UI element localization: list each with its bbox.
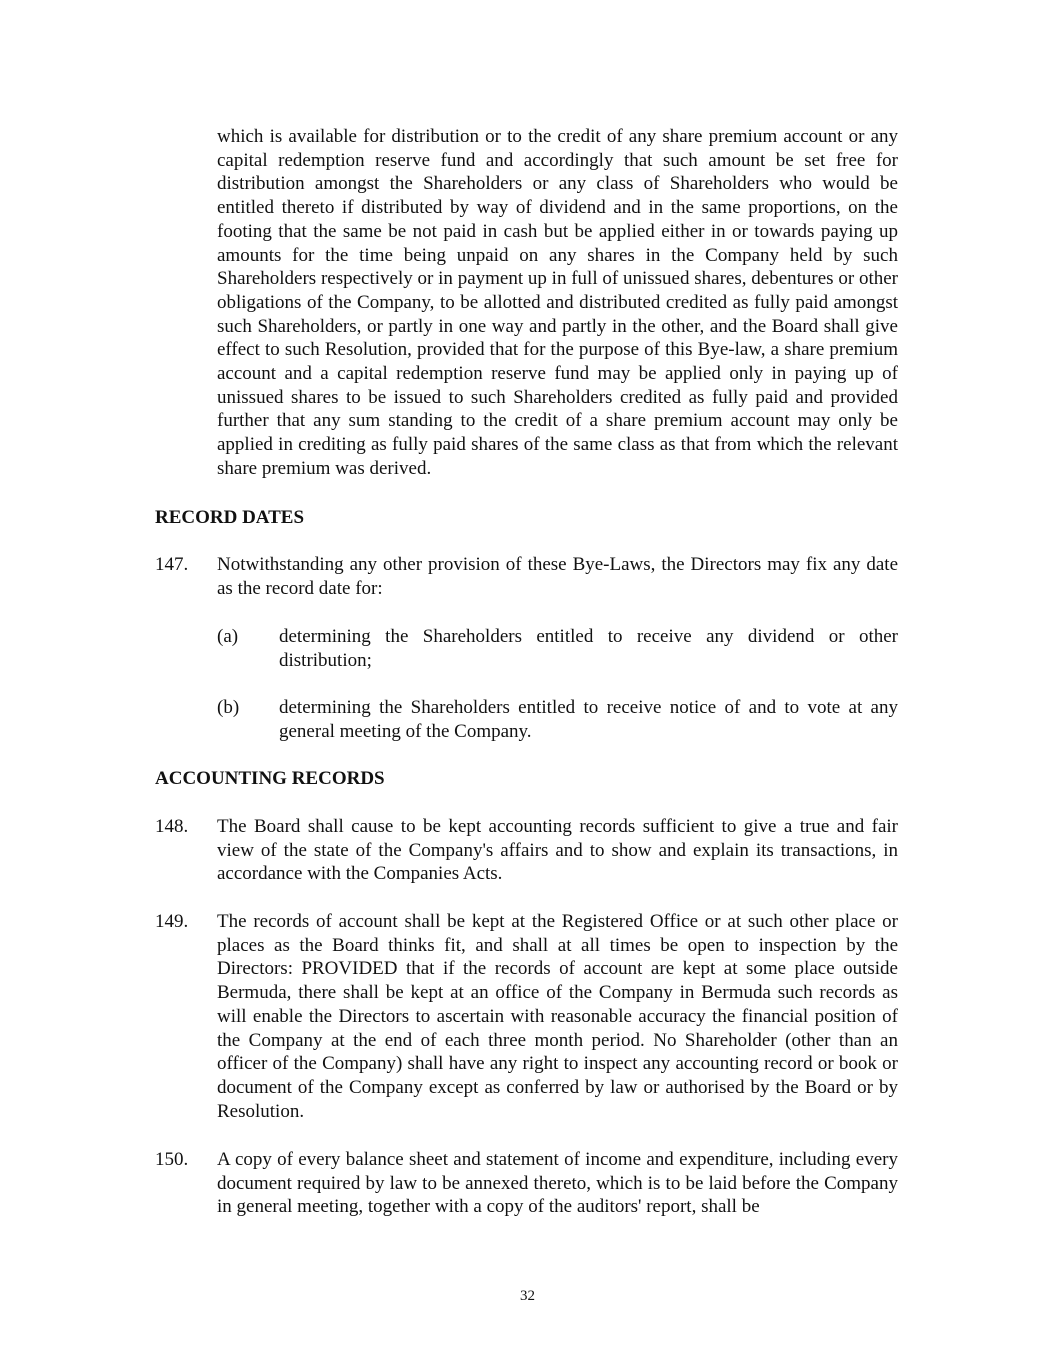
clause-148 [155,815,898,886]
item-letter: (a) [217,626,239,647]
clause-147 [155,553,898,600]
item-text: determining the Shareholders entitled to receive any dividend or other distribution; [279,626,898,671]
section-heading-record-dates: RECORD DATES [155,507,305,528]
clause-text: The records of account shall be kept at the Registered Office or at such other place or places as the Board thinks fit, and shall at all times be open to inspection by the Directors: PROVIDED that if the records of account are kept at some place outside Bermuda, there shall be kept at an office of the Company in Bermuda such records as will enable the Directors to ascertain with reasonable accuracy the financial position of the Company at the end of each three month period. No Shareholder (other than an officer of the Company) shall have any right to inspect any accounting record or book or document of the Company except as conferred by law or authorised by the Board or by Resolution. [217,911,898,1122]
page-number: 32 [520,1288,535,1304]
clause-147-item-b [217,696,898,743]
item-letter: (b) [217,697,240,718]
item-text: determining the Shareholders entitled to receive notice of and to vote at any general meeting of the Company. [279,697,898,742]
clause-number: 147. [155,554,189,575]
continuation-paragraph: which is available for distribution or to the credit of any share premium account or any capital redemption reserve fund and accordingly that such amount be set free for distribution amongst the Shareholders or any class of Shareholders who would be entitled thereto if distributed by way of dividend and in the same proportions, on the footing that the same be not paid in cash but be applied either in or towards paying up amounts for the time being unpaid on any shares in the Company held by such Shareholders respectively or in payment up in full of unissued shares, debentures or other obligations of the Company, to be allotted and distributed credited as fully paid amongst such Shareholders, or partly in one way and partly in the other, and the Board shall give effect to such Resolution, provided that for the purpose of this Bye-law, a share premium account and a capital redemption reserve fund may be applied only in paying up of unissued shares to be issued to such Shareholders credited as fully paid and provided further that any sum standing to the credit of a share premium account may only be applied in crediting as fully paid shares of the same class as that from which the relevant share premium was derived. [217,126,898,479]
clause-150 [155,1148,898,1219]
clause-text: The Board shall cause to be kept accounting records sufficient to give a true and fair view of the state of the Company's affairs and to show and explain its transactions, in accordance with the Companies Acts. [217,816,898,885]
section-heading-accounting-records: ACCOUNTING RECORDS [155,768,385,789]
clause-147-item-a [217,625,898,672]
clause-149 [155,910,898,1123]
clause-number: 148. [155,816,189,837]
clause-number: 149. [155,911,189,932]
clause-text: Notwithstanding any other provision of these Bye-Laws, the Directors may fix any date as the record date for: [217,554,898,599]
clause-number: 150. [155,1149,189,1170]
clause-text: A copy of every balance sheet and statement of income and expenditure, including every document required by law to be annexed thereto, which is to be laid before the Company in general meeting, together with a copy of the auditors' report, shall be [217,1149,898,1218]
